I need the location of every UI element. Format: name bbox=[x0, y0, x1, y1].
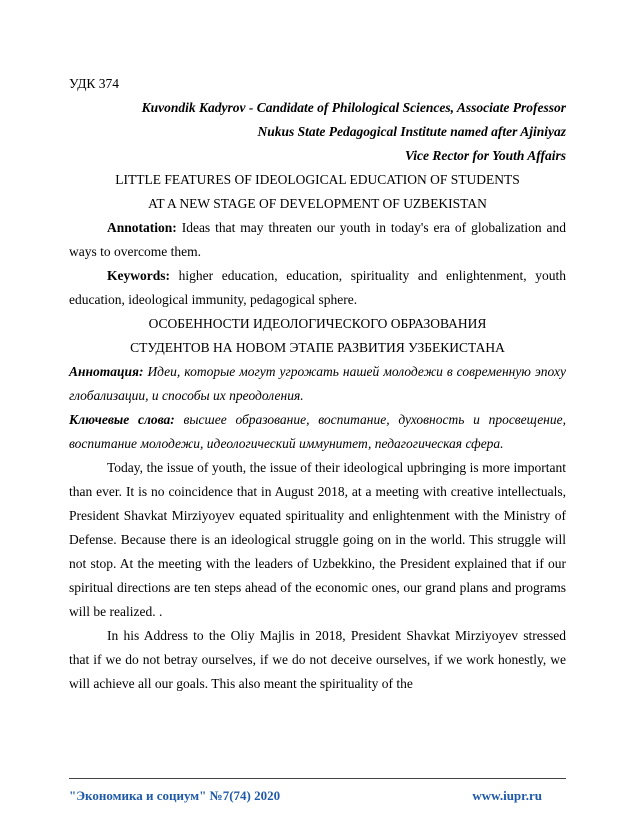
annotation-en-text: Ideas that may threaten our youth in today's era of globalization and ways to overcome them. bbox=[69, 220, 566, 259]
author-institute-line: Nukus State Pedagogical Institute named after Ajiniyaz bbox=[257, 124, 566, 139]
annotation-en-paragraph bbox=[69, 216, 566, 264]
keywords-ru-text: высшее образование, воспитание, духовность и просвещение, воспитание молодежи, идеологический иммунитет, педагогическая сфера. bbox=[69, 412, 566, 451]
document-content bbox=[69, 72, 566, 696]
keywords-en-paragraph bbox=[69, 264, 566, 312]
footer-divider bbox=[69, 778, 566, 779]
keywords-ru-label: Ключевые слова: bbox=[69, 412, 175, 427]
author-position-line: Vice Rector for Youth Affairs bbox=[404, 148, 566, 163]
annotation-ru-text: Идеи, которые могут угрожать нашей молодежи в современную эпоху глобализации, и способы их преодоления. bbox=[69, 364, 566, 403]
author-name-line: Kuvondik Kadyrov - Candidate of Philological Sciences, Associate Professor bbox=[141, 100, 566, 115]
annotation-ru-paragraph bbox=[69, 360, 566, 408]
keywords-en-label: Keywords: bbox=[107, 268, 170, 283]
body-paragraph-1: Today, the issue of youth, the issue of their ideological upbringing is more important than ever. It is no coincidence that in August 2018, at a meeting with creative intellectuals, President Shavkat Mirziyoyev equated spirituality and enlightenment with the Ministry of Defense. Because there is an ideological struggle going on in the world. This struggle will not stop. At the meeting with the leaders of Uzbekkino, the President explained that if our spiritual directions are ten steps ahead of the economic ones, our grand plans and programs will be realized. . bbox=[69, 460, 566, 619]
website-link[interactable]: www.iupr.ru bbox=[472, 788, 542, 803]
paper-title-ru-line1: ОСОБЕННОСТИ ИДЕОЛОГИЧЕСКОГО ОБРАЗОВАНИЯ bbox=[148, 316, 487, 331]
page-footer bbox=[69, 778, 566, 806]
paper-title-en-line2: AT A NEW STAGE OF DEVELOPMENT OF UZBEKISTAN bbox=[148, 196, 487, 211]
paper-title-ru bbox=[69, 312, 566, 360]
annotation-ru-label: Аннотация: bbox=[69, 364, 144, 379]
keywords-en-text: higher education, education, spirituality and enlightenment, youth education, ideological immunity, pedagogical sphere. bbox=[69, 268, 566, 307]
paper-title-en-line1: LITTLE FEATURES OF IDEOLOGICAL EDUCATION OF STUDENTS bbox=[115, 172, 520, 187]
footer-row bbox=[69, 786, 566, 806]
keywords-ru-paragraph bbox=[69, 408, 566, 456]
journal-title: "Экономика и социум" №7(74) 2020 bbox=[69, 788, 281, 803]
annotation-en-label: Annotation: bbox=[107, 220, 177, 235]
body-paragraph-2: In his Address to the Oliy Majlis in 2018, President Shavkat Mirziyoyev stressed that if we do not betray ourselves, if we do not deceive ourselves, if we work honestly, we will achieve all our goals. This also meant the spirituality of the bbox=[69, 628, 566, 691]
paper-title-ru-line2: СТУДЕНТОВ НА НОВОМ ЭТАПЕ РАЗВИТИЯ УЗБЕКИСТАНА bbox=[130, 340, 505, 355]
udk-code: УДК 374 bbox=[69, 76, 120, 91]
paper-title-en bbox=[69, 168, 566, 216]
author-block bbox=[69, 96, 566, 168]
